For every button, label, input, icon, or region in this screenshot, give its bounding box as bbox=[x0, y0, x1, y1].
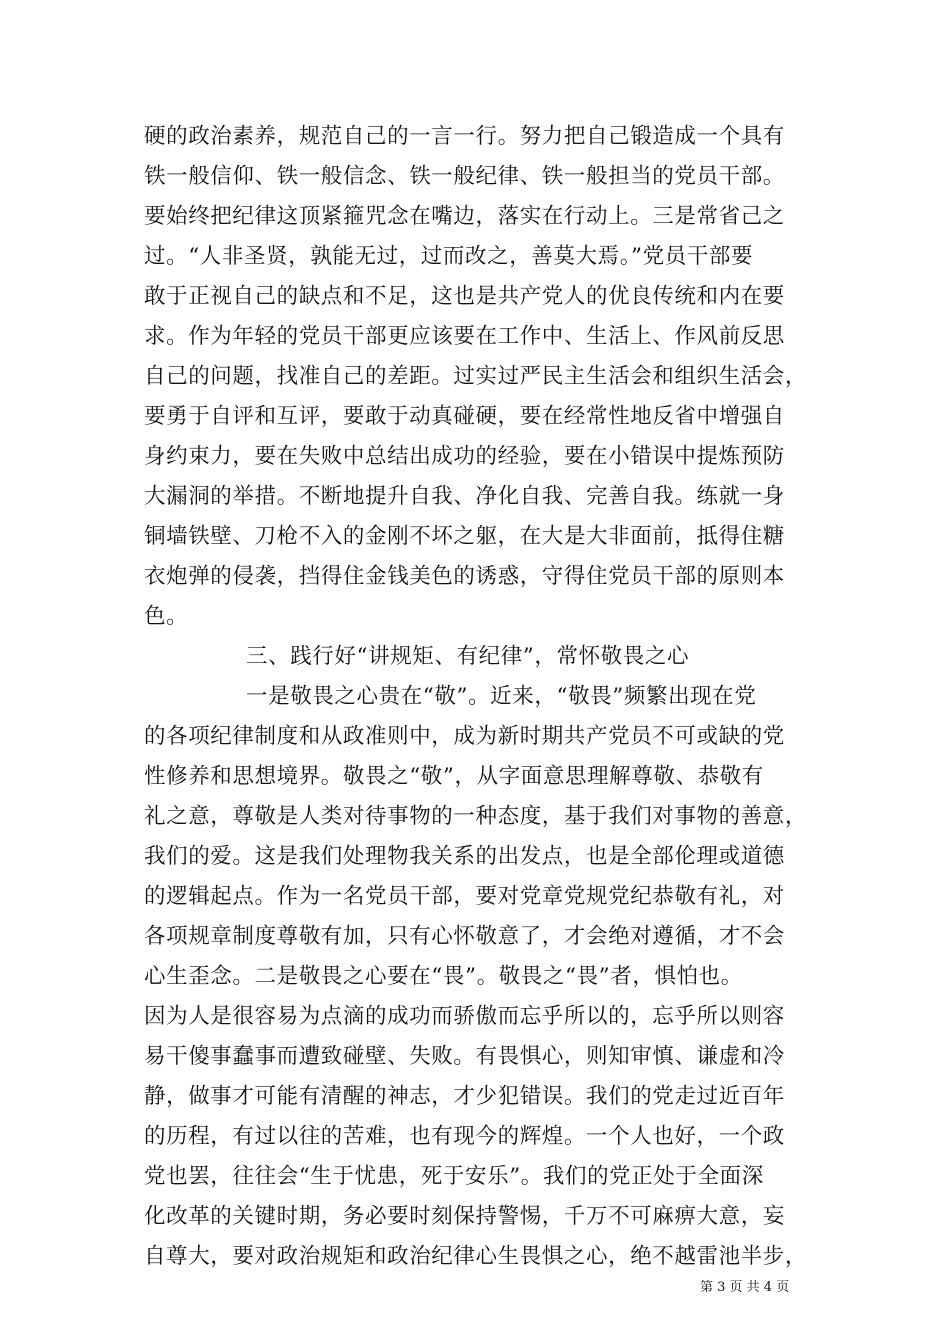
body-line: 的逻辑起点。作为一名党员干部，要对党章党规党纪恭敬有礼，对 bbox=[144, 884, 785, 909]
body-line: 性修养和思想境界。敬畏之“敬”，从字面意思理解尊敬、恭敬有 bbox=[144, 764, 764, 789]
body-line: 要勇于自评和互评，要敢于动真碰硬，要在经常性地反省中增强自 bbox=[144, 404, 785, 429]
body-line: 要始终把纪律这顶紧箍咒念在嘴边，落实在行动上。三是常省己之 bbox=[144, 204, 785, 229]
body-line: 党也罢，往往会“生于忧患，死于安乐”。我们的党正处于全面深 bbox=[144, 1164, 764, 1189]
body-line: 身约束力，要在失败中总结出成功的经验，要在小错误中提炼预防 bbox=[144, 444, 785, 469]
section-heading: 三、践行好“讲规矩、有纪律”，常怀敬畏之心 bbox=[246, 644, 690, 669]
body-line: 因为人是很容易为点滴的成功而骄傲而忘乎所以的，忘乎所以则容 bbox=[144, 1004, 785, 1029]
body-line: 静，做事才可能有清醒的神志，才少犯错误。我们的党走过近百年 bbox=[144, 1084, 785, 1109]
body-line: 化改革的关键时期，务必要时刻保持警惕，千万不可麻痹大意，妄 bbox=[144, 1204, 785, 1229]
body-line: 铜墙铁壁、刀枪不入的金刚不坏之躯，在大是大非面前，抵得住糖 bbox=[144, 524, 785, 549]
body-line: 自尊大，要对政治规矩和政治纪律心生畏惧之心，绝不越雷池半步， bbox=[144, 1244, 808, 1269]
body-line: 铁一般信仰、铁一般信念、铁一般纪律、铁一般担当的党员干部。 bbox=[144, 164, 785, 189]
body-line: 一是敬畏之心贵在“敬”。近来，“敬畏”频繁出现在党 bbox=[246, 684, 757, 709]
body-line: 求。作为年轻的党员干部更应该要在工作中、生活上、作风前反思 bbox=[144, 324, 785, 349]
body-line: 衣炮弹的侵袭，挡得住金钱美色的诱惑，守得住党员干部的原则本 bbox=[144, 564, 785, 589]
body-line: 色。 bbox=[144, 604, 189, 629]
body-line: 硬的政治素养，规范自己的一言一行。努力把自己锻造成一个具有 bbox=[144, 124, 785, 149]
body-line: 易干傻事蠢事而遭致碰壁、失败。有畏惧心，则知审慎、谦虚和冷 bbox=[144, 1044, 785, 1069]
body-line: 敢于正视自己的缺点和不足，这也是共产党人的优良传统和内在要 bbox=[144, 284, 785, 309]
body-line: 过。“人非圣贤，孰能无过，过而改之，善莫大焉。”党员干部要 bbox=[144, 244, 754, 269]
body-line: 自己的问题，找准自己的差距。过实过严民主生活会和组织生活会， bbox=[144, 364, 808, 389]
body-line: 礼之意，尊敬是人类对待事物的一种态度，基于我们对事物的善意， bbox=[144, 804, 808, 829]
body-line: 心生歪念。二是敬畏之心要在“畏”。敬畏之“畏”者，惧怕也。 bbox=[144, 964, 743, 989]
body-line: 大漏洞的举措。不断地提升自我、净化自我、完善自我。练就一身 bbox=[144, 484, 785, 509]
body-line: 的历程，有过以往的苦难，也有现今的辉煌。一个人也好，一个政 bbox=[144, 1124, 785, 1149]
page-number-footer: 第 3 页 共 4 页 bbox=[700, 1280, 790, 1295]
body-line: 各项规章制度尊敬有加，只有心怀敬意了，才会绝对遵循，才不会 bbox=[144, 924, 785, 949]
body-line: 我们的爱。这是我们处理物我关系的出发点，也是全部伦理或道德 bbox=[144, 844, 785, 869]
body-line: 的各项纪律制度和从政准则中，成为新时期共产党员不可或缺的党 bbox=[144, 724, 785, 749]
